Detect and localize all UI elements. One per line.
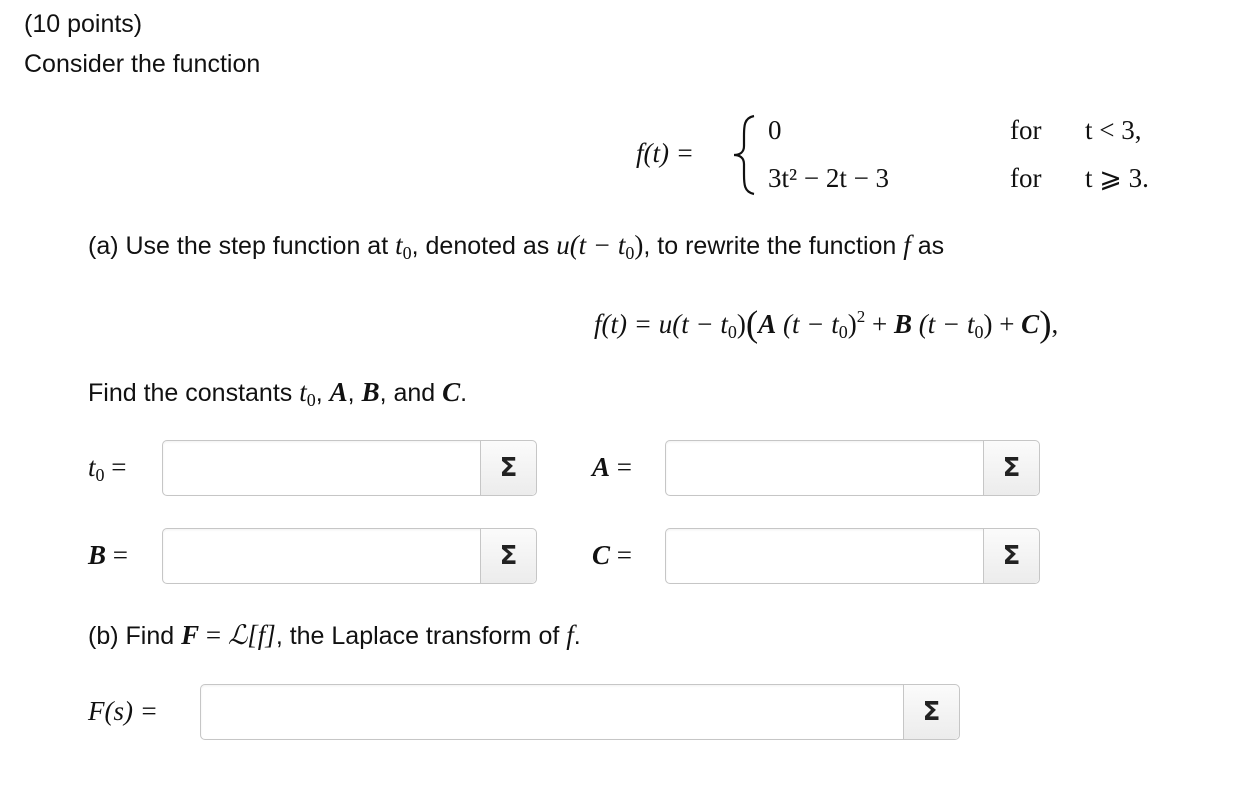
B-field — [162, 528, 537, 584]
find-t0: t — [299, 377, 307, 407]
t0-label-eq: = — [104, 452, 127, 482]
part-a-f-symbol: f — [903, 230, 911, 260]
sigma-icon: Σ — [499, 541, 518, 571]
part-a-step-expr: u(t − t — [556, 230, 626, 260]
formula-comma: , — [1051, 309, 1059, 339]
case2-value: 3t² − 2t − 3 — [768, 163, 890, 193]
find-t0-sub: 0 — [306, 390, 316, 410]
formula-open-paren: ( — [745, 304, 759, 345]
part-a-step-sub: 0 — [625, 243, 635, 263]
find-text: Find the constants — [88, 379, 300, 407]
C-label-eq: = — [610, 540, 632, 570]
part-a-t0-sub: 0 — [402, 243, 412, 263]
C-label — [592, 540, 632, 571]
case2-condition: t ⩾ 3. — [1085, 163, 1149, 193]
C-sigma-button[interactable] — [983, 529, 1039, 583]
t0-label-t: t — [88, 452, 96, 482]
formula-B-tail: (t − t — [911, 309, 975, 339]
part-b-text-before: (b) Find — [88, 622, 182, 650]
A-input[interactable] — [666, 441, 984, 495]
part-b-f-symbol: f — [566, 620, 574, 650]
A-label — [592, 452, 632, 483]
definition-lhs: f(t) = — [636, 138, 694, 168]
part-b-text-end: . — [573, 622, 581, 650]
case1-for: for — [1010, 115, 1042, 145]
case1-value: 0 — [768, 115, 782, 145]
B-label — [88, 540, 128, 571]
formula-sub2: 0 — [838, 322, 848, 342]
formula-square: 2 — [856, 307, 866, 326]
t0-label-sub: 0 — [95, 465, 105, 485]
part-b-F: F — [181, 620, 200, 650]
left-brace-icon — [730, 112, 760, 198]
C-label-letter: C — [592, 540, 611, 570]
sigma-icon: Σ — [1002, 541, 1021, 571]
part-b-eq: = — [199, 620, 228, 650]
part-b-statement — [88, 620, 581, 651]
part-a-text-mid: , denoted as — [411, 232, 557, 260]
B-input[interactable] — [163, 529, 481, 583]
step-formula — [594, 300, 1058, 343]
C-input[interactable] — [666, 529, 984, 583]
case2-for: for — [1010, 163, 1042, 193]
B-label-letter: B — [88, 540, 107, 570]
find-B: B — [361, 377, 380, 407]
sigma-icon: Σ — [499, 453, 518, 483]
sigma-icon: Σ — [922, 697, 941, 727]
B-label-eq: = — [106, 540, 128, 570]
A-field — [665, 440, 1040, 496]
find-end: . — [460, 379, 468, 407]
formula-sub1: 0 — [727, 322, 737, 342]
Fs-label: F(s) = — [88, 696, 158, 726]
part-b-laplace: ℒ[f] — [227, 620, 276, 650]
t0-field — [162, 440, 537, 496]
find-C: C — [442, 377, 461, 407]
case1-condition: t < 3, — [1085, 115, 1142, 145]
Fs-field — [200, 684, 960, 740]
formula-C: C — [1021, 309, 1040, 339]
points-label: (10 points) — [24, 10, 143, 38]
find-sep2: , — [347, 379, 362, 407]
formula-close-paren: ) — [1039, 304, 1052, 345]
Fs-input[interactable] — [201, 685, 904, 739]
find-constants-text — [88, 377, 467, 408]
formula-lhs: f(t) = u(t − t — [594, 309, 728, 339]
formula-plus: + — [865, 309, 894, 339]
formula-sub3: 0 — [974, 322, 984, 342]
formula-A-tail: (t − t — [776, 309, 839, 339]
A-label-eq: = — [610, 452, 632, 482]
formula-B-close: ) + — [983, 309, 1022, 339]
part-a-text-after: , to rewrite the function — [643, 232, 904, 260]
part-a-text-end: as — [910, 232, 945, 260]
formula-B: B — [893, 309, 912, 339]
B-sigma-button[interactable] — [480, 529, 536, 583]
part-a-t0: t — [395, 230, 403, 260]
A-sigma-button[interactable] — [983, 441, 1039, 495]
formula-A: A — [758, 309, 777, 339]
sigma-icon: Σ — [1002, 453, 1021, 483]
Fs-sigma-button[interactable] — [903, 685, 959, 739]
part-a-step-end: ) — [634, 230, 644, 260]
t0-label — [88, 452, 127, 483]
find-A: A — [329, 377, 348, 407]
formula-sq-close: ) — [847, 309, 857, 339]
A-label-letter: A — [592, 452, 611, 482]
t0-input[interactable] — [163, 441, 481, 495]
find-and: , and — [379, 379, 443, 407]
part-a-statement — [88, 230, 944, 261]
formula-mid1: ) — [736, 309, 746, 339]
part-a-text-before: (a) Use the step function at — [88, 232, 396, 260]
intro-text: Consider the function — [24, 50, 261, 78]
part-b-text-after: , the Laplace transform of — [275, 622, 567, 650]
C-field — [665, 528, 1040, 584]
t0-sigma-button[interactable] — [480, 441, 536, 495]
find-sep1: , — [315, 379, 330, 407]
